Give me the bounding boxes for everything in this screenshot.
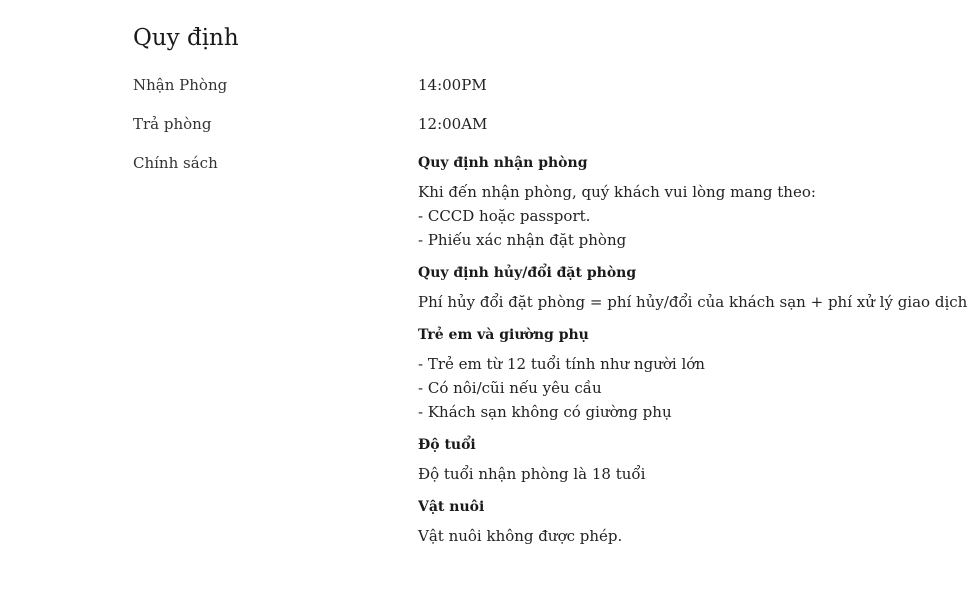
policy-line: - Trẻ em từ 12 tuổi tính như người lớn <box>418 355 705 373</box>
cancellation-policy <box>418 261 967 314</box>
policy-title: Quy định hủy/đổi đặt phòng <box>418 265 637 281</box>
check-out-time: 12:00AM <box>418 115 488 133</box>
check-in-row <box>133 73 933 97</box>
check-out-row <box>133 112 933 136</box>
policy-body <box>418 290 967 314</box>
policy-title: Độ tuổi <box>418 437 476 453</box>
page-title: Quy định <box>133 25 239 51</box>
policy-body <box>418 352 967 424</box>
policy-title: Vật nuôi <box>418 499 485 515</box>
check-in-time: 14:00PM <box>418 76 487 94</box>
policy-label: Chính sách <box>133 154 218 172</box>
policy-body <box>418 524 967 548</box>
policy-line: Độ tuổi nhận phòng là 18 tuổi <box>418 465 646 483</box>
policy-line: - Khách sạn không có giường phụ <box>418 403 672 421</box>
age-policy <box>418 433 967 486</box>
policy-line: - Có nôi/cũi nếu yêu cầu <box>418 379 602 397</box>
children-extra-bed-policy <box>418 323 967 424</box>
policy-row <box>133 151 968 548</box>
policy-line: Phí hủy đổi đặt phòng = phí hủy/đổi của khách sạn + phí xử lý giao dịch <box>418 293 968 311</box>
pet-policy <box>418 495 967 548</box>
policy-line: - Phiếu xác nhận đặt phòng <box>418 231 627 249</box>
policy-list <box>418 151 967 548</box>
policy-title: Quy định nhận phòng <box>418 155 588 171</box>
policy-line: Vật nuôi không được phép. <box>418 527 623 545</box>
policy-body <box>418 462 967 486</box>
check-out-label: Trả phòng <box>133 115 212 133</box>
policy-line: - CCCD hoặc passport. <box>418 207 591 225</box>
policy-body <box>418 180 967 252</box>
check-in-label: Nhận Phòng <box>133 76 228 94</box>
policy-section <box>133 22 968 548</box>
checkin-policy <box>418 151 967 252</box>
policy-title: Trẻ em và giường phụ <box>418 327 589 343</box>
policy-line: Khi đến nhận phòng, quý khách vui lòng mang theo: <box>418 183 816 201</box>
